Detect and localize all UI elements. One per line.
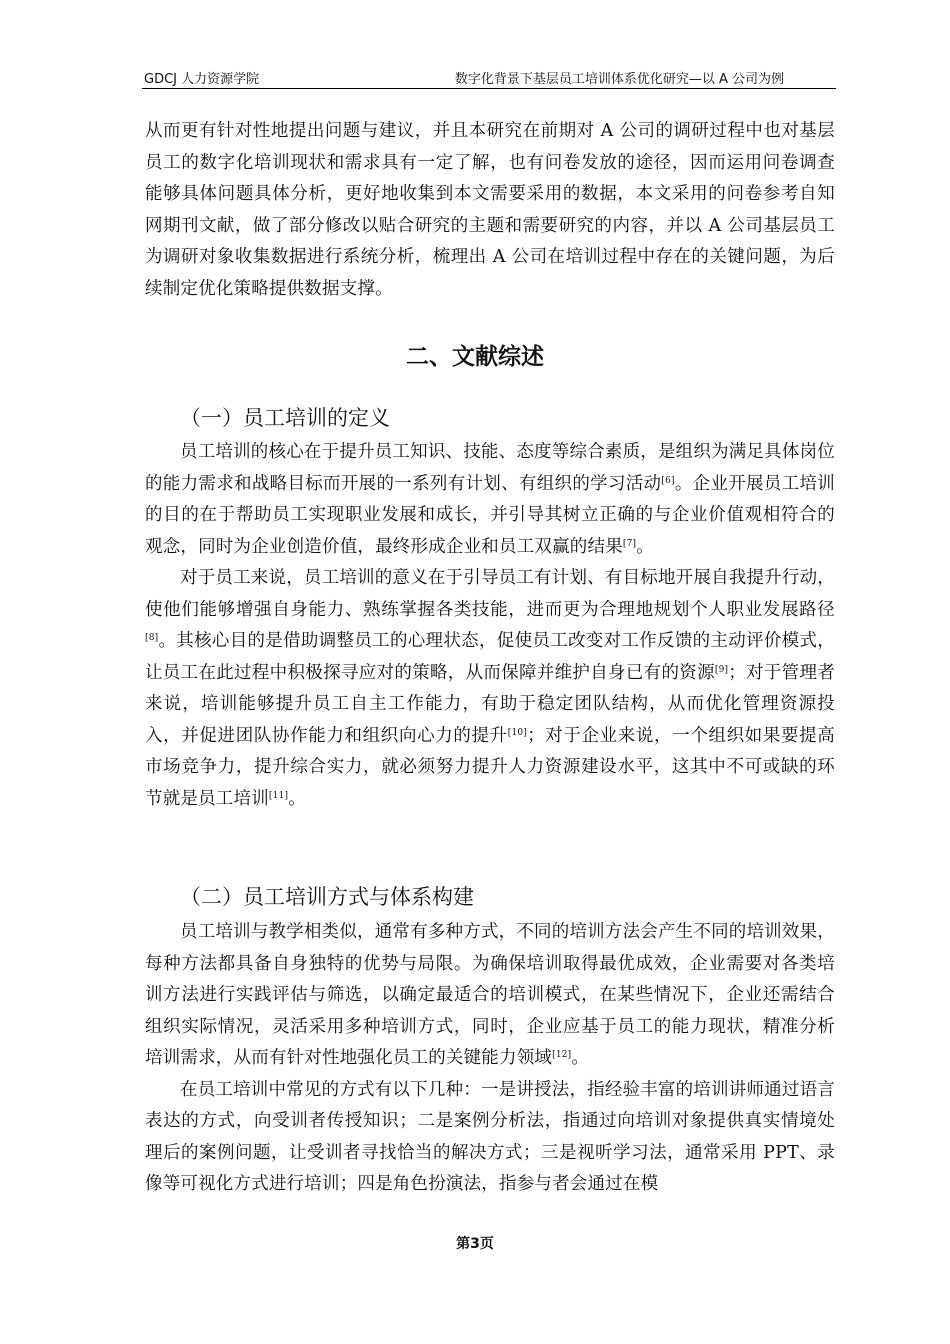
intro-paragraph — [145, 116, 835, 305]
intro-text: 从而更有针对性地提出问题与建议，并且本研究在前期对 A 公司的调研过程中也对基层员工的数字化培训现状和需求具有一定了解，也有问卷发放的途径，因而运用问卷调查能够具体问题具体分析，更好地收集到本文需要采用的数据，本文采用的问卷参考自知网期刊文献，做了部分修改以贴合研究的主题和需要研究的内容，并以 A 公司基层员工为调研对象收集数据进行系统分析，梳理出 A 公司在培训过程中存在的关键问题，为后续制定优化策略提供数据支撑。 — [145, 121, 835, 299]
header-institution: GDCJ 人力资源学院 — [144, 72, 260, 87]
subsection-2-body — [145, 917, 835, 1201]
citation: [7] — [622, 538, 637, 549]
citation: [6] — [661, 475, 675, 486]
sub2-paragraph-2: 在员工培训中常见的方式有以下几种：一是讲授法，指经验丰富的培训讲师通过语言表达的方式，向受训者传授知识；二是案例分析法，指通过向培训对象提供真实情境处理后的案例问题，让受训者寻找恰当的解决方式；三是视听学习法，通常采用 PPT、录像等可视化方式进行培训；四是角色扮演法，指参与者会通过在模 — [145, 1079, 835, 1194]
citation: [10] — [507, 727, 528, 738]
section-title: 二、文献综述 — [406, 344, 544, 370]
citation: [8] — [145, 633, 159, 643]
citation: [11] — [268, 790, 289, 801]
subsection-1-title: （一）员工培训的定义 — [180, 406, 390, 430]
citation: [12] — [552, 1050, 572, 1060]
subsection-1-body — [145, 437, 835, 815]
sub2-paragraph-1: 员工培训与教学相类似，通常有多种方式，不同的培训方法会产生不同的培训效果，每种方法都具备自身独特的优势与局限。为确保培训取得最优成效，企业需要对各类培训方法进行实践评估与筛选，以确定最适合的培训模式，在某些情况下，企业还需结合组织实际情况，灵活采用多种培训方式，同时，企业应基于员工的能力现状，精准分析培训需求，从而有针对性地强化员工的关键能力领域[12]。 — [145, 922, 835, 1068]
header-paper-title: 数字化背景下基层员工培训体系优化研究—以 A 公司为例 — [454, 72, 784, 87]
page-header — [142, 66, 836, 89]
citation: [9] — [714, 664, 729, 675]
subsection-2-title: （二）员工培训方式与体系构建 — [180, 885, 474, 909]
sub1-paragraph-1: 员工培训的核心在于提升员工知识、技能、态度等综合素质，是组织为满足具体岗位的能力需求和战略目标而开展的一系列有计划、有组织的学习活动[6]。企业开展员工培训的目的在于帮助员工实现职业发展和成长，并引导其树立正确的与企业价值观相符合的观念，同时为企业创造价值，最终形成企业和员工双赢的结果[7]。 — [145, 442, 835, 557]
sub1-paragraph-2: 对于员工来说，员工培训的意义在于引导员工有计划、有目标地开展自我提升行动，使他们能够增强自身能力、熟练掌握各类技能，进而更为合理地规划个人职业发展路径[8]。其核心目的是借助调整员工的心理状态，促使员工改变对工作反馈的主动评价模式，让员工在此过程中积极探寻应对的策略，从而保障并维护自身已有的资源[9]；对于管理者来说，培训能够提升员工自主工作能力，有助于稳定团队结构，从而优化管理资源投入，并促进团队协作能力和组织向心力的提升[10]；对于企业来说，一个组织如果要提高市场竞争力，提升综合实力，就必须努力提升人力资源建设水平，这其中不可或缺的环节就是员工培训[11]。 — [145, 568, 836, 809]
page-number: 第3页 — [456, 1236, 494, 1252]
